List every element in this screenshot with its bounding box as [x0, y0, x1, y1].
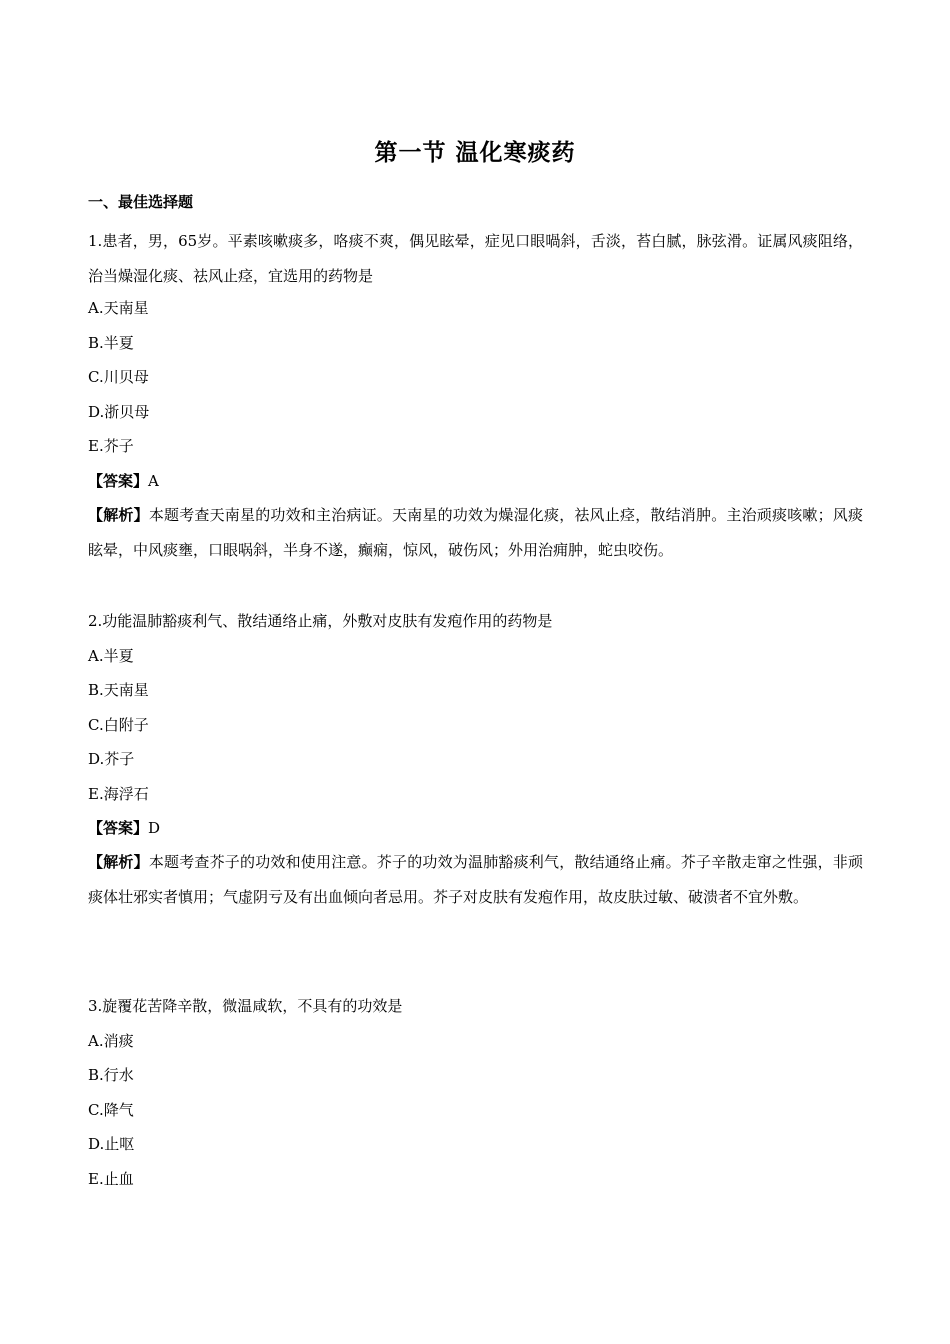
- q3-option-d: D.止呕: [88, 1135, 135, 1153]
- question-1-stem: 1.患者，男，65岁。平素咳嗽痰多，咯痰不爽，偶见眩晕，症见口眼喎斜，舌淡，苔白腻，脉弦滑。证属风痰阻络，治当燥湿化痰、祛风止痉，宜选用的药物是: [88, 232, 863, 285]
- q1-analysis: [88, 498, 863, 567]
- q2-option-a: A.半夏: [88, 647, 134, 665]
- q1-option-c: C.川贝母: [88, 368, 149, 386]
- answer-value: D: [148, 819, 161, 837]
- q1-option-b: B.半夏: [88, 334, 134, 352]
- answer-label: 【答案】: [88, 472, 149, 490]
- q1-option-d: D.浙贝母: [88, 403, 150, 421]
- analysis-label: 【解析】: [88, 853, 149, 871]
- q1-answer: [88, 471, 159, 491]
- q2-option-d: D.芥子: [88, 750, 135, 768]
- q1-option-a: A.天南星: [88, 299, 149, 317]
- q3-option-a: A.消痰: [88, 1032, 134, 1050]
- q2-answer: [88, 818, 160, 838]
- q2-option-e: E.海浮石: [88, 785, 149, 803]
- answer-value: A: [148, 472, 159, 490]
- analysis-label: 【解析】: [88, 506, 149, 524]
- q2-option-b: B.天南星: [88, 681, 149, 699]
- page-title: 第一节 温化寒痰药: [374, 140, 576, 166]
- q2-analysis: [88, 845, 863, 914]
- analysis-text: 本题考查芥子的功效和使用注意。芥子的功效为温肺豁痰利气，散结通络止痛。芥子辛散走窜之性强，非顽痰体壮邪实者慎用；气虚阴亏及有出血倾向者忌用。芥子对皮肤有发疱作用，故皮肤过敏、破溃者不宜外敷。: [88, 853, 863, 906]
- section-heading: 一、最佳选择题: [88, 193, 194, 211]
- answer-label: 【答案】: [88, 819, 149, 837]
- q3-option-e: E.止血: [88, 1170, 134, 1188]
- q3-option-b: B.行水: [88, 1066, 134, 1084]
- question-2-stem: 2.功能温肺豁痰利气、散结通络止痛，外敷对皮肤有发疱作用的药物是: [88, 612, 553, 630]
- q2-option-c: C.白附子: [88, 716, 149, 734]
- analysis-text: 本题考查天南星的功效和主治病证。天南星的功效为燥湿化痰，祛风止痉，散结消肿。主治顽痰咳嗽；风痰眩晕，中风痰壅，口眼㖞斜，半身不遂，癫痫，惊风，破伤风；外用治痈肿，蛇虫咬伤。: [88, 506, 863, 559]
- q1-option-e: E.芥子: [88, 437, 134, 455]
- q3-option-c: C.降气: [88, 1101, 134, 1119]
- question-3-stem: 3.旋覆花苦降辛散，微温咸软，不具有的功效是: [88, 997, 403, 1015]
